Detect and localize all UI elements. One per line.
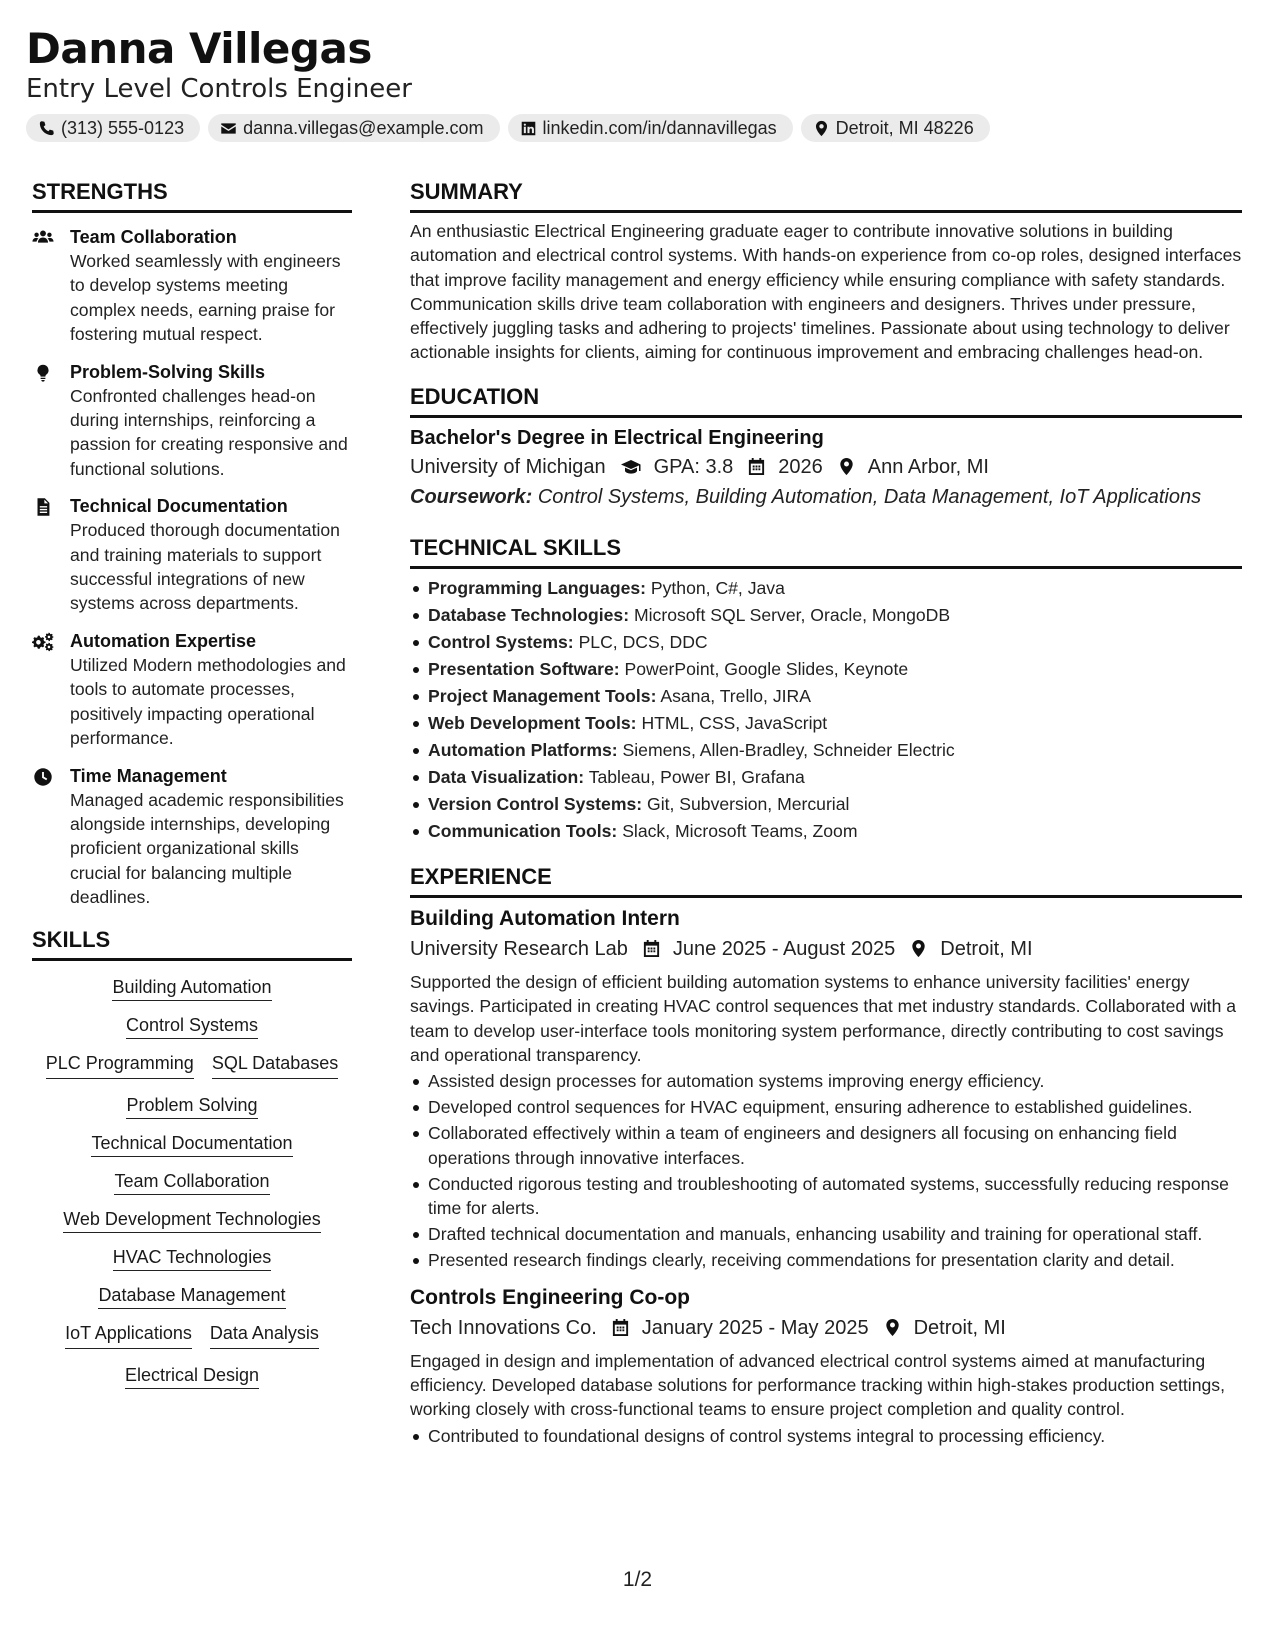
skill-category: Version Control Systems: [428, 793, 643, 814]
skill-values: Siemens, Allen-Bradley, Schneider Electric [622, 739, 955, 760]
clock-icon [32, 764, 70, 910]
skill-tag: Web Development Technologies [63, 1209, 321, 1233]
technical-skills-heading: TECHNICAL SKILLS [410, 534, 1242, 569]
job-meta [410, 1313, 1242, 1343]
skill-category: Control Systems: [428, 631, 574, 652]
list-item: Contributed to foundational designs of control systems integral to processing efficiency. [410, 1424, 1242, 1448]
linkedin-text: linkedin.com/in/dannavillegas [542, 117, 777, 138]
linkedin-icon [520, 120, 537, 137]
skill-values: Git, Subversion, Mercurial [647, 793, 850, 814]
envelope-icon [220, 120, 237, 137]
right-column [410, 178, 1242, 1458]
gears-icon [32, 629, 70, 751]
strength-desc: Managed academic responsibilities alongside internships, developing proficient organizational skills crucial for balancing multiple deadlines. [70, 789, 344, 908]
list-item: Conducted rigorous testing and troubleshooting of automated systems, successfully reducing response time for alerts. [410, 1172, 1242, 1221]
strength-item [32, 764, 352, 910]
job-description: Engaged in design and implementation of advanced electrical control systems aimed at manufacturing efficiency. Developed database solutions for performance tracking within high-stakes production settings, working closely with cross-functional teams to ensure project completion and quality control. [410, 1350, 1225, 1420]
skill-tag: SQL Databases [212, 1051, 338, 1079]
location-text: Detroit, MI 48226 [835, 117, 974, 138]
skill-values: HTML, CSS, JavaScript [641, 712, 828, 733]
skill-category: Presentation Software: [428, 658, 620, 679]
map-pin-icon [823, 457, 868, 476]
skill-tag-wrap [38, 1283, 346, 1307]
resume-header [26, 22, 1246, 142]
list-item: Presented research findings clearly, receiving commendations for presentation clarity and detail. [410, 1248, 1242, 1272]
skills-section [32, 926, 352, 1387]
list-item [410, 683, 1242, 710]
phone-text: (313) 555-0123 [61, 117, 185, 138]
skill-values: PowerPoint, Google Slides, Keynote [624, 658, 909, 679]
list-item: Developed control sequences for HVAC equipment, ensuring adherence to established guidelines. [410, 1095, 1242, 1119]
skill-category: Communication Tools: [428, 820, 618, 841]
skill-values: PLC, DCS, DDC [578, 631, 708, 652]
candidate-name: Danna Villegas [26, 24, 372, 73]
job-location: Detroit, MI [940, 937, 1033, 960]
school-location: Ann Arbor, MI [867, 455, 989, 478]
email-text: danna.villegas@example.com [243, 117, 484, 138]
skill-category: Database Technologies: [428, 604, 630, 625]
graduation-cap-icon [606, 457, 654, 477]
strength-title: Time Management [70, 765, 227, 786]
list-item: Collaborated effectively within a team of engineers and designers all focusing on enhancing field operations through innovative interfaces. [410, 1121, 1242, 1170]
skill-tag: Control Systems [126, 1015, 258, 1039]
skill-tag: PLC Programming [46, 1051, 194, 1079]
skill-tag-wrap [38, 1169, 346, 1193]
skill-tag: Technical Documentation [91, 1133, 292, 1157]
job-entry [410, 904, 1242, 1273]
list-item [410, 764, 1242, 791]
map-pin-icon [895, 939, 940, 958]
list-item [410, 737, 1242, 764]
job-meta [410, 934, 1242, 964]
skill-values: Slack, Microsoft Teams, Zoom [622, 820, 858, 841]
job-bullets [410, 1424, 1242, 1448]
skill-tag: Electrical Design [125, 1365, 259, 1389]
skill-tag-wrap [38, 1093, 346, 1117]
skill-values: Microsoft SQL Server, Oracle, MongoDB [633, 604, 951, 625]
list-item [410, 656, 1242, 683]
list-item [410, 629, 1242, 656]
coursework-list: Control Systems, Building Automation, Data Management, IoT Applications [537, 485, 1202, 508]
email-chip[interactable] [208, 114, 499, 142]
skill-category: Data Visualization: [428, 766, 585, 787]
summary-heading: SUMMARY [410, 178, 1242, 213]
strengths-list [32, 225, 352, 910]
calendar-icon [628, 939, 673, 958]
map-pin-icon [869, 1318, 914, 1337]
skill-tag: Database Management [98, 1285, 285, 1309]
strength-item [32, 360, 352, 482]
job-bullets [410, 1069, 1242, 1272]
skill-tag-wrap [38, 1013, 346, 1037]
skill-category: Programming Languages: [428, 577, 646, 598]
skill-values: Tableau, Power BI, Grafana [588, 766, 805, 787]
phone-icon [38, 120, 55, 137]
skill-category: Web Development Tools: [428, 712, 637, 733]
strengths-heading: STRENGTHS [32, 178, 352, 213]
strength-title: Technical Documentation [70, 496, 288, 517]
calendar-icon [597, 1318, 642, 1337]
job-title: Controls Engineering Co-op [410, 1285, 690, 1309]
job-location: Detroit, MI [913, 1316, 1006, 1339]
page-number: 1/2 [622, 1568, 653, 1591]
list-item [410, 791, 1242, 818]
left-column [32, 178, 352, 1387]
map-pin-icon [813, 120, 830, 137]
job-title: Building Automation Intern [410, 906, 680, 930]
education-meta [410, 452, 1242, 482]
linkedin-chip[interactable] [508, 114, 793, 142]
skill-category: Automation Platforms: [428, 739, 618, 760]
document-icon [32, 494, 70, 616]
strength-desc: Confronted challenges head-on during internships, reinforcing a passion for creating responsive and functional solutions. [70, 385, 348, 479]
skill-tag-wrap [38, 1131, 346, 1155]
skill-tag: Problem Solving [126, 1095, 257, 1119]
company-name: Tech Innovations Co. [410, 1316, 597, 1339]
job-description: Supported the design of efficient building automation systems to enhance university facilities' energy savings. Participated in creating HVAC control sequences that met industry standards. Collaborated with a team to develop user-interface tools monitoring system performance, directly contributing to cost savings and operational transparency. [410, 971, 1237, 1065]
list-item [410, 818, 1242, 845]
skill-tag-text: Building Automation [112, 977, 271, 1001]
strength-item [32, 494, 352, 616]
strength-item [32, 225, 352, 347]
list-item [410, 575, 1242, 602]
skill-tag-wrap [38, 1245, 346, 1269]
summary-text: An enthusiastic Electrical Engineering graduate eager to contribute innovative solutions in building automation and electrical control systems. With hands-on experience from co-op roles, designed interfaces that improve facility management and energy efficiency while ensuring compliance with safety standards. Communication skills drive team collaboration with engineers and designers. Thrives under pressure, effectively juggling tasks and adhering to projects' timelines. Passionate about using technology to deliver actionable insights for clients, aiming for continuous improvement and embracing challenges head-on. [410, 221, 1242, 363]
list-item: Drafted technical documentation and manuals, enhancing usability and training for operational staff. [410, 1222, 1242, 1246]
phone-chip[interactable] [26, 114, 200, 142]
company-name: University Research Lab [410, 937, 628, 960]
strength-title: Automation Expertise [70, 630, 257, 651]
degree-name: Bachelor's Degree in Electrical Engineering [410, 426, 824, 449]
graduation-year: 2026 [778, 455, 823, 478]
list-item: Assisted design processes for automation systems improving energy efficiency. [410, 1069, 1242, 1093]
coursework-label: Coursework: [410, 485, 533, 508]
job-dates: June 2025 - August 2025 [672, 937, 896, 960]
calendar-icon [733, 457, 778, 476]
education-heading: EDUCATION [410, 383, 1242, 418]
experience-heading: EXPERIENCE [410, 863, 1242, 898]
skill-category: Project Management Tools: [428, 685, 657, 706]
school-name: University of Michigan [410, 455, 606, 478]
skills-heading: SKILLS [32, 926, 352, 961]
coursework-line [410, 482, 1242, 512]
lightbulb-icon [32, 360, 70, 482]
skill-tag [38, 975, 346, 999]
skill-values: Asana, Trello, JIRA [660, 685, 811, 706]
strength-title: Team Collaboration [70, 227, 237, 247]
skill-values: Python, C#, Java [650, 577, 785, 598]
list-item [410, 602, 1242, 629]
skill-tag-wrap [38, 1363, 346, 1387]
skill-tag: IoT Applications [65, 1321, 192, 1349]
strength-desc: Produced thorough documentation and training materials to support successful integrations of new systems across departments. [70, 520, 340, 614]
skill-tag: Team Collaboration [114, 1171, 269, 1195]
list-item [410, 710, 1242, 737]
gpa-text: GPA: 3.8 [653, 455, 734, 478]
location-chip[interactable] [801, 114, 990, 142]
skills-tags [32, 975, 352, 1387]
strength-item [32, 629, 352, 751]
contact-bar [26, 114, 1246, 142]
skill-tag: Data Analysis [210, 1321, 319, 1349]
skill-tag: HVAC Technologies [113, 1247, 271, 1271]
skill-tag-wrap [38, 1207, 346, 1231]
job-entry [410, 1283, 1242, 1449]
strength-desc: Worked seamlessly with engineers to develop systems meeting complex needs, earning praise for fostering mutual respect. [70, 251, 341, 345]
technical-skills-list [410, 575, 1242, 845]
job-dates: January 2025 - May 2025 [641, 1316, 869, 1339]
candidate-title: Entry Level Controls Engineer [26, 74, 412, 104]
users-icon [32, 225, 70, 347]
strength-title: Problem-Solving Skills [70, 361, 266, 382]
strength-desc: Utilized Modern methodologies and tools to automate processes, positively impacting operational performance. [70, 654, 346, 749]
